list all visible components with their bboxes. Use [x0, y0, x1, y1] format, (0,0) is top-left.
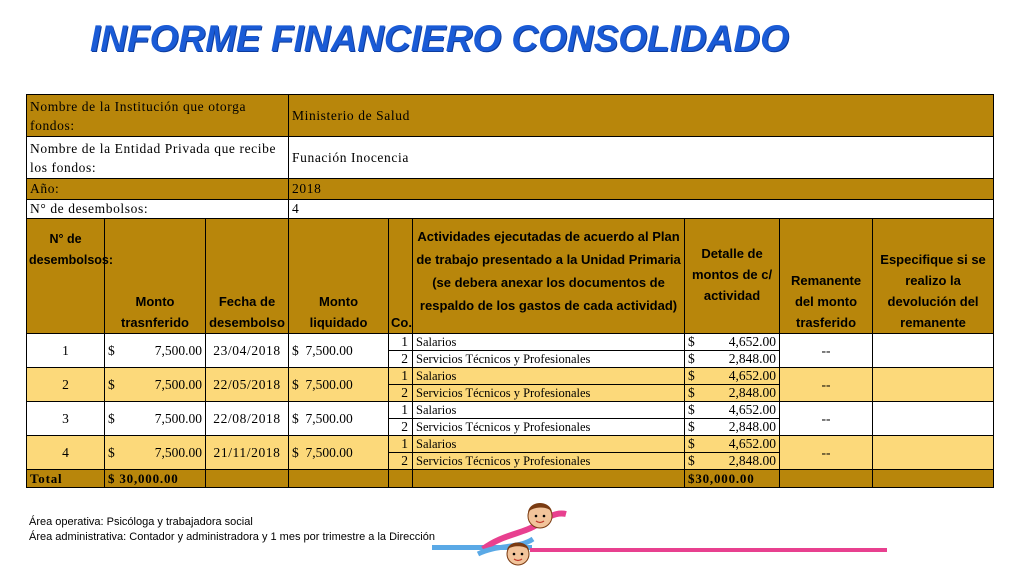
currency-symbol: $: [108, 444, 115, 460]
table-row: [27, 334, 994, 351]
total-row: [27, 470, 994, 488]
header-fecha: Fecha de desembolso: [206, 219, 289, 334]
currency-symbol: $: [292, 444, 299, 460]
cell-co: 1: [389, 368, 413, 385]
total-empty: [413, 470, 685, 488]
currency-symbol: $: [688, 368, 695, 383]
total-empty: [289, 470, 389, 488]
cell-actividad: Salarios: [413, 436, 685, 453]
amount: 2,848.00: [728, 351, 777, 366]
info-row-year: [27, 179, 994, 200]
cell-actividad: Salarios: [413, 402, 685, 419]
amount: 7,500.00: [154, 376, 202, 392]
cell-detalle: [685, 402, 780, 419]
cell-monto-transferido: [105, 334, 206, 368]
currency-symbol: $: [688, 385, 695, 400]
currency-symbol: $: [688, 402, 695, 417]
cell-remanente: --: [780, 402, 873, 436]
total-empty: [873, 470, 994, 488]
info-value: Ministerio de Salud: [289, 95, 994, 137]
total-empty: [206, 470, 289, 488]
amount: 2,848.00: [728, 419, 777, 434]
cell-co: 1: [389, 334, 413, 351]
cell-detalle: [685, 419, 780, 436]
table-row: [27, 402, 994, 419]
cell-detalle: [685, 351, 780, 368]
cell-actividad: Servicios Técnicos y Profesionales: [413, 419, 685, 436]
cell-detalle: [685, 385, 780, 402]
cell-actividad: Servicios Técnicos y Profesionales: [413, 453, 685, 470]
cell-monto-transferido: [105, 368, 206, 402]
footer-administrativa: Área administrativa: Contador y administradora y 1 mes por trimestre a la Dirección: [29, 531, 435, 543]
header-monto-liquidado: Monto liquidado: [289, 219, 389, 334]
cell-co: 2: [389, 385, 413, 402]
info-row-disbursements: [27, 200, 994, 219]
header-devolucion: Especifique si se realizo la devolución del remanente: [873, 219, 994, 334]
info-label: Nombre de la Institución que otorga fondos:: [27, 95, 289, 137]
total-empty: [780, 470, 873, 488]
cell-devolucion: [873, 402, 994, 436]
cell-fecha: 21/11/2018: [206, 436, 289, 470]
cell-num: 1: [27, 334, 105, 368]
decorative-line-pink: [530, 548, 887, 552]
info-row-entity: [27, 137, 994, 179]
cell-fecha: 22/05/2018: [206, 368, 289, 402]
cell-monto-liquidado: [289, 368, 389, 402]
cell-monto-transferido: [105, 436, 206, 470]
amount: 2,848.00: [728, 453, 777, 468]
total-detalle: $30,000.00: [685, 470, 780, 488]
amount: 7,500.00: [305, 444, 353, 460]
table-header-row: [27, 219, 994, 334]
footer-operativa: Área operativa: Psicóloga y trabajadora social: [29, 516, 253, 528]
currency-symbol: $: [108, 410, 115, 426]
amount: 7,500.00: [154, 342, 202, 358]
info-label: N° de desembolsos:: [27, 200, 289, 219]
cell-co: 1: [389, 436, 413, 453]
amount: 7,500.00: [305, 342, 353, 358]
header-monto-transferido: Monto trasnferido: [105, 219, 206, 334]
currency-symbol: $: [292, 376, 299, 392]
currency-symbol: $: [688, 334, 695, 349]
currency-symbol: $: [688, 351, 695, 366]
cell-co: 2: [389, 453, 413, 470]
currency-symbol: $: [108, 342, 115, 358]
table-row: [27, 368, 994, 385]
header-remanente: Remanente del monto trasferido: [780, 219, 873, 334]
cell-monto-liquidado: [289, 334, 389, 368]
financial-report-table: [26, 94, 994, 488]
cell-co: 2: [389, 419, 413, 436]
cell-monto-liquidado: [289, 436, 389, 470]
cell-actividad: Servicios Técnicos y Profesionales: [413, 351, 685, 368]
currency-symbol: $: [688, 453, 695, 468]
cell-remanente: --: [780, 436, 873, 470]
amount: 7,500.00: [154, 444, 202, 460]
header-actividades: Actividades ejecutadas de acuerdo al Plan de trabajo presentado a la Unidad Primaria (se debera anexar los documentos de respaldo de los gastos de cada actividad): [413, 219, 685, 334]
cell-detalle: [685, 334, 780, 351]
currency-symbol: $: [688, 436, 695, 451]
cell-actividad: Servicios Técnicos y Profesionales: [413, 385, 685, 402]
table-row: [27, 436, 994, 453]
currency-symbol: $: [688, 419, 695, 434]
cell-actividad: Salarios: [413, 368, 685, 385]
cell-devolucion: [873, 334, 994, 368]
header-co: Co.: [389, 219, 413, 334]
cell-remanente: --: [780, 334, 873, 368]
currency-symbol: $: [292, 410, 299, 426]
amount: 4,652.00: [728, 368, 777, 383]
cell-monto-transferido: [105, 402, 206, 436]
cell-fecha: 23/04/2018: [206, 334, 289, 368]
total-monto: $ 30,000.00: [105, 470, 206, 488]
info-value: 2018: [289, 179, 994, 200]
cell-detalle: [685, 436, 780, 453]
cell-co: 1: [389, 402, 413, 419]
amount: 2,848.00: [728, 385, 777, 400]
cell-num: 3: [27, 402, 105, 436]
cell-co: 2: [389, 351, 413, 368]
cell-remanente: --: [780, 368, 873, 402]
amount: 4,652.00: [728, 334, 777, 349]
header-detalle: Detalle de montos de c/ actividad: [685, 219, 780, 334]
page-title: INFORME FINANCIERO CONSOLIDADO: [90, 18, 789, 59]
cell-devolucion: [873, 368, 994, 402]
amount: 7,500.00: [305, 376, 353, 392]
cell-detalle: [685, 453, 780, 470]
children-logo-icon: [478, 494, 568, 570]
cell-fecha: 22/08/2018: [206, 402, 289, 436]
amount: 4,652.00: [728, 402, 777, 417]
total-label: Total: [27, 470, 105, 488]
currency-symbol: $: [108, 376, 115, 392]
cell-detalle: [685, 368, 780, 385]
amount: 7,500.00: [154, 410, 202, 426]
info-value: 4: [289, 200, 994, 219]
info-label: Nombre de la Entidad Privada que recibe los fondos:: [27, 137, 289, 179]
amount: 4,652.00: [728, 436, 777, 451]
info-label: Año:: [27, 179, 289, 200]
cell-monto-liquidado: [289, 402, 389, 436]
header-num: N° de desembolsos:: [27, 219, 105, 334]
cell-devolucion: [873, 436, 994, 470]
cell-actividad: Salarios: [413, 334, 685, 351]
cell-num: 2: [27, 368, 105, 402]
cell-num: 4: [27, 436, 105, 470]
info-value: Funación Inocencia: [289, 137, 994, 179]
total-empty: [389, 470, 413, 488]
info-row-institution: [27, 95, 994, 137]
amount: 7,500.00: [305, 410, 353, 426]
currency-symbol: $: [292, 342, 299, 358]
